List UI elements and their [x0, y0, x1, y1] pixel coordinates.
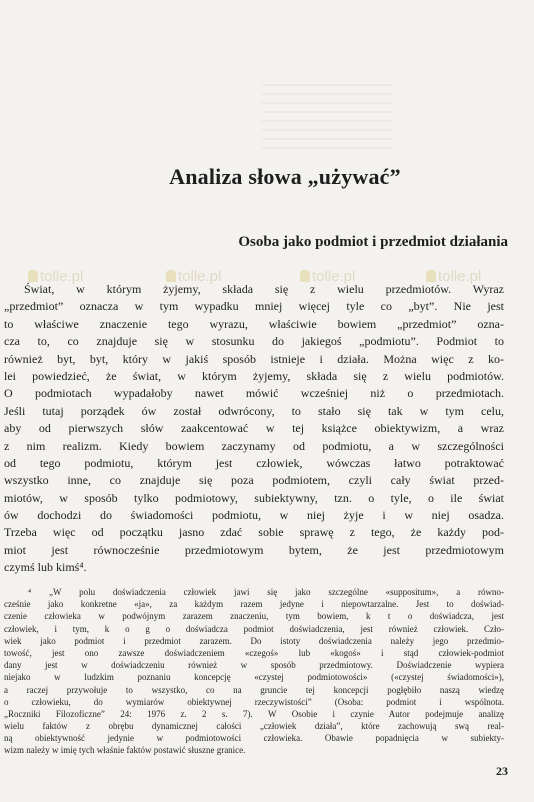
- watermark: tolle.pl: [28, 268, 83, 285]
- footnote-line: cześnie jako konkretne «ja», za każdym razem jedyne i niepowtarzalne. Jest to doświad-: [4, 599, 504, 610]
- footnote-line: czenie człowieka w podwójnym zarazem znaczeniu, tym bowiem, k t o doświadcza, jest: [4, 611, 504, 622]
- footnote-line: wiek jako podmiot i przedmiot zarazem. Do istoty doświadczenia należy jego przedmio-: [4, 635, 504, 646]
- body-line: cza to, co znajduje się w stosunku do jakiegoś „podmiotu”. Podmiot to: [4, 334, 504, 349]
- footnote-line: o człowieku, do wymiarów obiektywnej rzeczywistości” (Osoba: podmiot i wspólnota.: [4, 696, 504, 707]
- footnote-line: ną obiektywność jedynie w podmiotowości człowieka. Obawie popadnięcia w subiekty-: [4, 733, 504, 744]
- body-line: miotów, w sposób tylko podmiotowy, subiektywny, tzn. o tyle, o ile świat: [4, 490, 504, 505]
- footnote-line: wielu faktów z obrębu dynamicznej całości „człowiek działa”, które zachowują swą real-: [4, 721, 504, 732]
- footnote-line: „Roczniki Filozoficzne” 24: 1976 z. 2 s. 7). W Osobie i czynie Autor podejmuje analizę: [4, 708, 504, 719]
- body-line: ów dochodzi do świadomości podmiotu, w niej żyje i w niej osadza.: [4, 508, 504, 523]
- footnote-line: wizm należy w imię tych właśnie faktów postawić słuszne granice.: [4, 745, 246, 756]
- footnote-line: a raczej przywołuje to wszystko, co na gruncie tej koncepcji pogłębiło naszą wiedzę: [4, 684, 504, 695]
- footnote: [4, 586, 504, 757]
- show-through-text: [262, 84, 392, 154]
- body-line: czymś lub kimś⁴.: [4, 560, 87, 575]
- body-line: Świat, w którym żyjemy, składa się z wielu przedmiotów. Wyraz: [24, 282, 504, 296]
- body-line: to właściwe znaczenie tego wyrazu, właściwie bowiem „przedmiot” ozna-: [4, 316, 504, 331]
- footnote-line: towość, jest ono zawsze doświadczeniem «czegoś» lub «kogoś» i stąd człowiek-podmiot: [4, 647, 504, 658]
- body-line: lei powiedzieć, że świat, w którym żyjemy, składa się z wielu podmiotów.: [4, 368, 504, 383]
- body-line: wszystko inne, co znajduje się poza podmiotem, czyli cały świat przed-: [4, 473, 504, 488]
- footnote-line: ⁴ „W polu doświadczenia człowiek jawi się jako szczególne «suppositum», a równo-: [28, 587, 504, 597]
- body-text: [4, 281, 504, 577]
- body-line: miot jest równocześnie przedmiotowym bytem, że jest przedmiotowym: [4, 542, 504, 557]
- body-line: z nim realizm. Kiedy bowiem zaczynamy od podmiotu, a w szczególności: [4, 438, 504, 453]
- watermark: tolle.pl: [166, 268, 221, 285]
- footnote-line: niejako w ludzkim poznaniu koncepcję «czystej podmiotowości» («czystej świadomości»),: [4, 672, 504, 683]
- footnote-line: człowiek, i tym, k o g o doświadcza podmiot doświadczenia, jest również człowiek. Czło-: [4, 623, 504, 634]
- section-title: Osoba jako podmiot i przedmiot działania: [238, 234, 508, 250]
- body-line: aby od pierwszych słów zaakcentować w tej książce obiektywizm, a wraz: [4, 421, 504, 436]
- body-line: również byt, byt, który w jakiś sposób istnieje i działa. Można więc z ko-: [4, 351, 504, 366]
- footnote-line: dany jest w doświadczeniu również w sposób przedmiotowy. Doświadczenie wypiera: [4, 660, 504, 671]
- body-line: Jeśli tutaj porządek ów został odwrócony, to stało się tak w tym celu,: [4, 403, 504, 418]
- body-line: O podmiotach wypadałoby nawet mówić wcześniej niż o przedmiotach.: [4, 386, 504, 401]
- watermark: tolle.pl: [426, 268, 481, 285]
- body-line: „przedmiot” oznacza w tym wypadku mniej więcej tyle co „byt”. Nie jest: [4, 299, 504, 314]
- chapter-title: Analiza słowa „używać”: [169, 164, 401, 189]
- body-line: Trzeba więc od początku jasno zdać sobie sprawę z tego, że każdy pod-: [4, 525, 504, 540]
- body-line: od tego podmiotu, którym jest człowiek, wówczas łatwo potraktować: [4, 455, 504, 470]
- watermark: tolle.pl: [300, 268, 355, 285]
- page-number: 23: [496, 764, 508, 778]
